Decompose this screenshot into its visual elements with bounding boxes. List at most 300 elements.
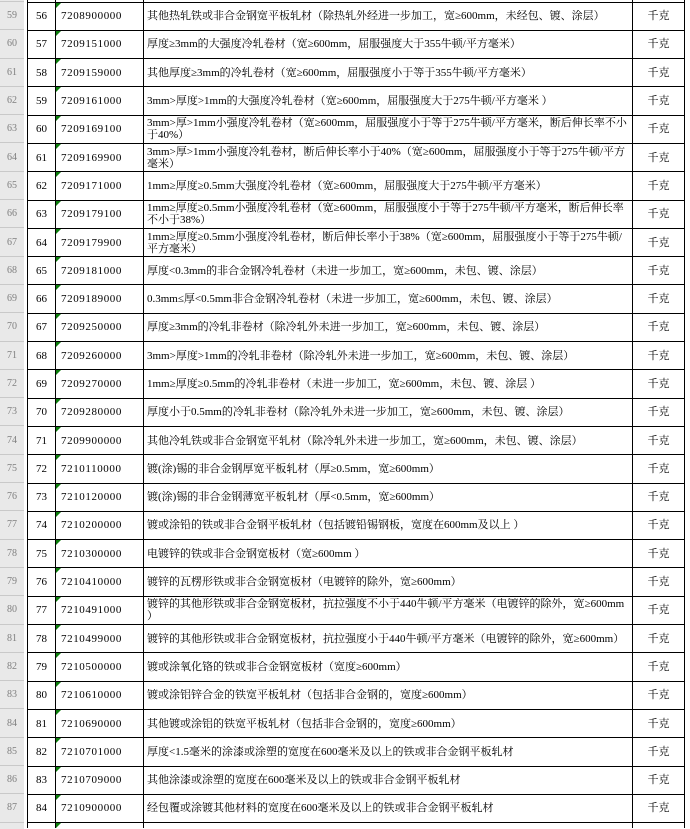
commodity-description: 1mm≥厚度≥0.5mm小强度冷轧卷材（宽≥600mm，屈服强度小于等于275牛顿/平方毫米，断后伸长率不小于38%） (147, 202, 624, 227)
seq-cell[interactable] (28, 681, 56, 709)
table-row (28, 2, 685, 30)
number-stored-as-text-icon (56, 823, 61, 828)
table-row (28, 794, 685, 822)
seq-number: 60 (36, 123, 47, 136)
unit-label: 千克 (647, 349, 670, 362)
commodity-description: 1mm≥厚度≥0.5mm的冷轧非卷材（未进一步加工，宽≥600mm，未包、镀、涂层 ） (147, 378, 541, 390)
seq-number: 83 (36, 774, 47, 787)
number-stored-as-text-icon (56, 767, 61, 772)
description-cell[interactable] (144, 115, 633, 143)
hs-code: 7210300000 (61, 547, 122, 560)
commodity-description: 1mm≥厚度≥0.5mm小强度冷轧卷材，断后伸长率小于38%（宽≥600mm，屈服强度小于等于275牛顿/平方毫米） (147, 230, 622, 255)
table-row (28, 370, 685, 398)
unit-cell[interactable] (633, 257, 685, 285)
description-cell[interactable] (144, 285, 633, 313)
row-header-75[interactable]: 75 (0, 455, 24, 483)
unit-cell[interactable] (633, 370, 685, 398)
commodity-description: 其他厚度≥3mm的冷轧卷材（宽≥600mm，屈服强度小于等于355牛顿/平方毫米） (147, 66, 532, 79)
code-cell[interactable] (56, 540, 144, 568)
code-cell[interactable] (56, 143, 144, 171)
seq-number: 69 (36, 378, 47, 390)
commodity-description: 厚度<0.3mm的非合金钢冷轧卷材（未进一步加工，宽≥600mm，未包、镀、涂层） (147, 264, 543, 277)
number-stored-as-text-icon (56, 568, 61, 573)
table-row (28, 455, 685, 483)
table-row (28, 398, 685, 426)
unit-cell[interactable] (633, 511, 685, 539)
description-cell[interactable] (144, 653, 633, 681)
commodity-description: 其他涂漆或涂塑的宽度在600毫米及以上的铁或非合金钢平板轧材 (147, 774, 461, 787)
number-stored-as-text-icon (56, 370, 61, 375)
seq-cell[interactable] (28, 342, 56, 370)
commodity-description: 镀锌的其他形铁或非合金钢宽板材，抗拉强度小于440牛顿/平方毫米（电镀锌的除外，宽≥600mm） (147, 632, 625, 645)
unit-cell[interactable] (633, 625, 685, 653)
unit-label: 千克 (647, 491, 670, 504)
seq-cell[interactable] (28, 483, 56, 511)
hs-code: 7208900000 (61, 10, 122, 23)
description-cell[interactable] (144, 398, 633, 426)
seq-number: 61 (36, 151, 47, 164)
description-cell[interactable] (144, 625, 633, 653)
row-header-71[interactable]: 71 (0, 342, 24, 370)
code-cell[interactable] (56, 285, 144, 313)
unit-label: 千克 (647, 462, 670, 475)
seq-number: 62 (36, 179, 47, 192)
number-stored-as-text-icon (56, 229, 61, 234)
row-header-78[interactable]: 78 (0, 540, 24, 568)
hs-code: 7210410000 (61, 576, 122, 589)
unit-cell[interactable] (633, 738, 685, 766)
seq-cell[interactable] (28, 625, 56, 653)
hs-code-table (27, 0, 685, 828)
code-cell[interactable] (56, 766, 144, 794)
row-header-87[interactable]: 87 (0, 794, 24, 822)
row-header-69[interactable]: 69 (0, 285, 24, 313)
commodity-description: 镀锌的其他形铁或非合金钢宽板材，抗拉强度不小于440牛顿/平方毫米（电镀锌的除外，宽≥600mm ） (147, 598, 625, 623)
hs-code: 7210709000 (61, 774, 122, 787)
unit-label: 千克 (647, 434, 670, 447)
row-header-77[interactable]: 77 (0, 511, 24, 539)
unit-cell[interactable] (633, 2, 685, 30)
unit-label: 千克 (647, 660, 670, 673)
number-stored-as-text-icon (56, 257, 61, 262)
code-cell[interactable] (56, 738, 144, 766)
seq-number: 68 (36, 349, 47, 362)
table-row (28, 172, 685, 200)
row-header-82[interactable]: 82 (0, 653, 24, 681)
seq-cell[interactable] (28, 511, 56, 539)
unit-label: 千克 (647, 576, 670, 589)
seq-number: 66 (36, 293, 47, 306)
hs-code: 7210200000 (61, 519, 122, 532)
unit-cell[interactable] (633, 59, 685, 87)
unit-label: 千克 (647, 236, 670, 249)
code-cell[interactable] (56, 568, 144, 596)
row-header-79[interactable]: 79 (0, 568, 24, 596)
unit-cell[interactable] (633, 228, 685, 256)
seq-number: 57 (36, 38, 47, 51)
seq-cell[interactable] (28, 455, 56, 483)
row-header-65[interactable]: 65 (0, 172, 24, 200)
number-stored-as-text-icon (56, 625, 61, 630)
unit-cell[interactable] (633, 540, 685, 568)
number-stored-as-text-icon (56, 201, 61, 206)
unit-label: 千克 (647, 547, 670, 560)
table-row (28, 568, 685, 596)
seq-number: 81 (36, 717, 47, 730)
description-cell[interactable] (144, 540, 633, 568)
description-cell[interactable] (144, 511, 633, 539)
commodity-description: 厚度≥3mm的冷轧非卷材（除冷轧外未进一步加工，宽≥600mm，未包、镀、涂层） (147, 321, 546, 334)
commodity-description: 3mm>厚>1mm小强度冷轧卷材（宽≥600mm，屈服强度小于等于275牛顿/平方毫米，断后伸长率不小于40%） (147, 117, 627, 142)
description-cell[interactable] (144, 2, 633, 30)
unit-label: 千克 (647, 38, 670, 51)
row-header-80[interactable]: 80 (0, 596, 24, 624)
commodity-description: 镀或涂氧化铬的铁或非合金钢宽板材（宽度≥600mm） (147, 660, 407, 673)
table-row (28, 596, 685, 624)
unit-label: 千克 (647, 123, 670, 136)
table-row (28, 511, 685, 539)
number-stored-as-text-icon (56, 710, 61, 715)
seq-number: 76 (36, 576, 47, 589)
unit-cell[interactable] (633, 172, 685, 200)
table-row (28, 228, 685, 256)
hs-code: 7209280000 (61, 406, 122, 419)
seq-cell[interactable] (28, 738, 56, 766)
number-stored-as-text-icon (56, 59, 61, 64)
row-header-60[interactable]: 60 (0, 30, 24, 58)
unit-label: 千克 (647, 632, 670, 645)
table-row (28, 87, 685, 115)
code-cell[interactable] (56, 2, 144, 30)
row-header-66[interactable]: 66 (0, 200, 24, 228)
commodity-description: 镀锌的瓦楞形铁或非合金钢宽板材（电镀锌的除外，宽≥600mm） (147, 576, 462, 589)
unit-cell[interactable] (633, 455, 685, 483)
unit-cell[interactable] (633, 823, 685, 828)
row-header-76[interactable]: 76 (0, 483, 24, 511)
code-cell[interactable] (56, 59, 144, 87)
seq-cell[interactable] (28, 313, 56, 341)
unit-label: 千克 (647, 10, 670, 23)
table-row (28, 625, 685, 653)
unit-label: 千克 (647, 179, 670, 192)
table-row (28, 200, 685, 228)
unit-cell[interactable] (633, 483, 685, 511)
hs-code: 7209181000 (61, 264, 122, 277)
description-cell[interactable] (144, 823, 633, 828)
unit-cell[interactable] (633, 115, 685, 143)
unit-cell[interactable] (633, 568, 685, 596)
table-row (28, 653, 685, 681)
unit-label: 千克 (647, 95, 670, 108)
row-header-61[interactable]: 61 (0, 59, 24, 87)
unit-cell[interactable] (633, 342, 685, 370)
code-cell[interactable] (56, 794, 144, 822)
row-header-86[interactable]: 86 (0, 766, 24, 794)
code-cell[interactable] (56, 228, 144, 256)
seq-number: 82 (36, 745, 47, 758)
unit-cell[interactable] (633, 398, 685, 426)
code-cell[interactable] (56, 653, 144, 681)
unit-label: 千克 (647, 151, 670, 164)
seq-number: 56 (36, 10, 47, 23)
seq-cell[interactable] (28, 398, 56, 426)
table-row (28, 766, 685, 794)
code-cell[interactable] (56, 30, 144, 58)
number-stored-as-text-icon (56, 427, 61, 432)
unit-label: 千克 (647, 378, 670, 390)
description-cell[interactable] (144, 455, 633, 483)
number-stored-as-text-icon (56, 285, 61, 290)
unit-label: 千克 (647, 745, 670, 758)
code-cell[interactable] (56, 681, 144, 709)
hs-code: 7210491000 (61, 604, 122, 617)
commodity-description: 3mm>厚>1mm小强度冷轧卷材，断后伸长率小于40%（宽≥600mm，屈服强度小于等于275牛顿/平方毫米） (147, 145, 625, 170)
unit-cell[interactable] (633, 653, 685, 681)
seq-cell[interactable] (28, 540, 56, 568)
description-cell[interactable] (144, 426, 633, 454)
description-cell[interactable] (144, 143, 633, 171)
row-header-64[interactable]: 64 (0, 143, 24, 171)
commodity-description: 3mm>厚度>1mm的大强度冷轧卷材（宽≥600mm，屈服强度大于275牛顿/平方毫米 ） (147, 95, 553, 108)
commodity-description: 其他热轧铁或非合金钢宽平板轧材（除热轧外经进一步加工，宽≥600mm，未经包、镀、涂层） (147, 10, 605, 23)
description-cell[interactable] (144, 483, 633, 511)
hs-code: 7209179900 (61, 236, 122, 249)
number-stored-as-text-icon (56, 342, 61, 347)
unit-cell[interactable] (633, 709, 685, 737)
description-cell[interactable] (144, 794, 633, 822)
row-header-67[interactable]: 67 (0, 228, 24, 256)
row-header-70[interactable]: 70 (0, 313, 24, 341)
seq-number: 71 (36, 434, 47, 447)
seq-cell[interactable] (28, 766, 56, 794)
commodity-description: 1mm≥厚度≥0.5mm大强度冷轧卷材（宽≥600mm，屈服强度大于275牛顿/平方毫米） (147, 179, 547, 192)
seq-cell[interactable] (28, 2, 56, 30)
unit-cell[interactable] (633, 681, 685, 709)
row-header-63[interactable]: 63 (0, 115, 24, 143)
row-header-85[interactable]: 85 (0, 738, 24, 766)
row-header-59[interactable]: 59 (0, 2, 24, 30)
table-row (28, 540, 685, 568)
unit-label: 千克 (647, 717, 670, 730)
seq-number: 65 (36, 264, 47, 277)
commodity-description: 0.3mm≤厚<0.5mm非合金钢冷轧卷材（未进一步加工，宽≥600mm，未包、镀、涂层） (147, 293, 558, 306)
table-row (28, 681, 685, 709)
seq-cell[interactable] (28, 228, 56, 256)
hs-code: 7210120000 (61, 491, 122, 504)
seq-cell[interactable] (28, 596, 56, 624)
seq-cell[interactable] (28, 653, 56, 681)
code-cell[interactable] (56, 200, 144, 228)
commodity-description: 镀(涂)锡的非合金钢薄宽平板轧材（厚<0.5mm，宽≥600mm） (147, 491, 441, 504)
table-row (28, 285, 685, 313)
number-stored-as-text-icon (56, 31, 61, 36)
seq-number: 78 (36, 632, 47, 645)
unit-cell[interactable] (633, 143, 685, 171)
description-cell[interactable] (144, 87, 633, 115)
hs-code: 7210500000 (61, 660, 122, 673)
unit-label: 千克 (647, 66, 670, 79)
description-cell[interactable] (144, 681, 633, 709)
seq-cell[interactable] (28, 794, 56, 822)
unit-cell[interactable] (633, 200, 685, 228)
hs-code: 7209250000 (61, 321, 122, 334)
unit-cell[interactable] (633, 285, 685, 313)
description-cell[interactable] (144, 596, 633, 624)
row-header-84[interactable]: 84 (0, 709, 24, 737)
number-stored-as-text-icon (56, 795, 61, 800)
seq-cell[interactable] (28, 172, 56, 200)
number-stored-as-text-icon (56, 540, 61, 545)
number-stored-as-text-icon (56, 87, 61, 92)
table-row (28, 115, 685, 143)
commodity-description: 其他冷轧铁或非合金钢宽平轧材（除冷轧外未进一步加工，宽≥600mm，未包、镀、涂层） (147, 434, 583, 447)
unit-label: 千克 (647, 208, 670, 221)
hs-code: 7209270000 (61, 378, 122, 390)
code-cell[interactable] (56, 342, 144, 370)
description-cell[interactable] (144, 59, 633, 87)
seq-cell[interactable] (28, 200, 56, 228)
description-cell[interactable] (144, 257, 633, 285)
code-cell[interactable] (56, 426, 144, 454)
commodity-description: 镀或涂铝锌合金的铁宽平板轧材（包括非合金钢的，宽度≥600mm） (147, 689, 473, 702)
unit-cell[interactable] (633, 766, 685, 794)
seq-number: 59 (36, 95, 47, 108)
commodity-description: 厚度≥3mm的大强度冷轧卷材（宽≥600mm，屈服强度大于355牛顿/平方毫米） (147, 38, 521, 51)
number-stored-as-text-icon (56, 738, 61, 743)
unit-label: 千克 (647, 406, 670, 419)
description-cell[interactable] (144, 738, 633, 766)
row-header-72[interactable]: 72 (0, 370, 24, 398)
code-cell[interactable] (56, 625, 144, 653)
table-row (28, 738, 685, 766)
seq-number: 84 (36, 802, 47, 815)
number-stored-as-text-icon (56, 314, 61, 319)
description-cell[interactable] (144, 709, 633, 737)
hs-code: 7210110000 (61, 462, 122, 475)
seq-number: 80 (36, 689, 47, 702)
code-cell[interactable] (56, 596, 144, 624)
number-stored-as-text-icon (56, 653, 61, 658)
code-cell[interactable] (56, 483, 144, 511)
row-header-68[interactable]: 68 (0, 257, 24, 285)
number-stored-as-text-icon (56, 144, 61, 149)
code-cell[interactable] (56, 115, 144, 143)
code-cell[interactable] (56, 313, 144, 341)
code-cell[interactable] (56, 257, 144, 285)
seq-number: 72 (36, 462, 47, 475)
number-stored-as-text-icon (56, 455, 61, 460)
unit-cell[interactable] (633, 313, 685, 341)
unit-label: 千克 (647, 293, 670, 306)
row-header-62[interactable]: 62 (0, 87, 24, 115)
seq-cell[interactable] (28, 426, 56, 454)
number-stored-as-text-icon (56, 682, 61, 687)
hs-code: 7209189000 (61, 293, 122, 306)
number-stored-as-text-icon (56, 3, 61, 8)
code-cell[interactable] (56, 172, 144, 200)
seq-cell[interactable] (28, 568, 56, 596)
unit-cell[interactable] (633, 794, 685, 822)
row-header-83[interactable]: 83 (0, 681, 24, 709)
number-stored-as-text-icon (56, 116, 61, 121)
commodity-description: 经包覆或涂镀其他材料的宽度在600毫米及以上的铁或非合金钢平板轧材 (147, 802, 494, 815)
seq-number: 64 (36, 236, 47, 249)
seq-cell[interactable] (28, 823, 56, 828)
hs-code: 7210701000 (61, 745, 122, 758)
description-cell[interactable] (144, 766, 633, 794)
description-cell[interactable] (144, 30, 633, 58)
hs-code: 7210499000 (61, 632, 122, 645)
unit-cell[interactable] (633, 30, 685, 58)
unit-label: 千克 (647, 689, 670, 702)
unit-cell[interactable] (633, 87, 685, 115)
description-cell[interactable] (144, 568, 633, 596)
commodity-description: 电镀锌的铁或非合金钢宽板材（宽≥600mm ） (147, 547, 366, 560)
seq-cell[interactable] (28, 143, 56, 171)
hs-code: 7210900000 (61, 802, 122, 815)
seq-cell[interactable] (28, 87, 56, 115)
description-cell[interactable] (144, 200, 633, 228)
hs-code: 7210610000 (61, 689, 122, 702)
code-cell[interactable] (56, 709, 144, 737)
seq-number: 77 (36, 604, 47, 617)
seq-cell[interactable] (28, 370, 56, 398)
unit-label: 千克 (647, 802, 670, 815)
code-cell[interactable] (56, 511, 144, 539)
row-header-73[interactable]: 73 (0, 398, 24, 426)
description-cell[interactable] (144, 228, 633, 256)
description-cell[interactable] (144, 342, 633, 370)
unit-label: 千克 (647, 604, 670, 617)
seq-cell[interactable] (28, 59, 56, 87)
description-cell[interactable] (144, 313, 633, 341)
hs-code: 7210690000 (61, 717, 122, 730)
seq-cell[interactable] (28, 257, 56, 285)
code-cell[interactable] (56, 398, 144, 426)
code-cell[interactable] (56, 87, 144, 115)
commodity-description: 3mm>厚度>1mm的冷轧非卷材（除冷轧外未进一步加工，宽≥600mm，未包、镀、涂层） (147, 349, 575, 362)
description-cell[interactable] (144, 370, 633, 398)
table-row (28, 426, 685, 454)
seq-cell[interactable] (28, 115, 56, 143)
seq-cell[interactable] (28, 30, 56, 58)
hs-code: 7209169900 (61, 151, 122, 164)
number-stored-as-text-icon (56, 484, 61, 489)
row-header-74[interactable]: 74 (0, 426, 24, 454)
table-row (28, 59, 685, 87)
seq-number: 70 (36, 406, 47, 419)
code-cell[interactable] (56, 370, 144, 398)
unit-label: 千克 (647, 264, 670, 277)
seq-number: 73 (36, 491, 47, 504)
code-cell[interactable] (56, 455, 144, 483)
row-header-81[interactable]: 81 (0, 625, 24, 653)
unit-cell[interactable] (633, 426, 685, 454)
table-row (28, 257, 685, 285)
code-cell[interactable] (56, 823, 144, 828)
description-cell[interactable] (144, 172, 633, 200)
seq-cell[interactable] (28, 285, 56, 313)
table-row (28, 709, 685, 737)
unit-cell[interactable] (633, 596, 685, 624)
seq-cell[interactable] (28, 709, 56, 737)
row-header-partial-bottom (0, 823, 24, 829)
seq-number: 58 (36, 66, 47, 79)
unit-label: 千克 (647, 774, 670, 787)
number-stored-as-text-icon (56, 172, 61, 177)
hs-code: 7209169100 (61, 123, 122, 136)
hs-code: 7209159000 (61, 66, 122, 79)
